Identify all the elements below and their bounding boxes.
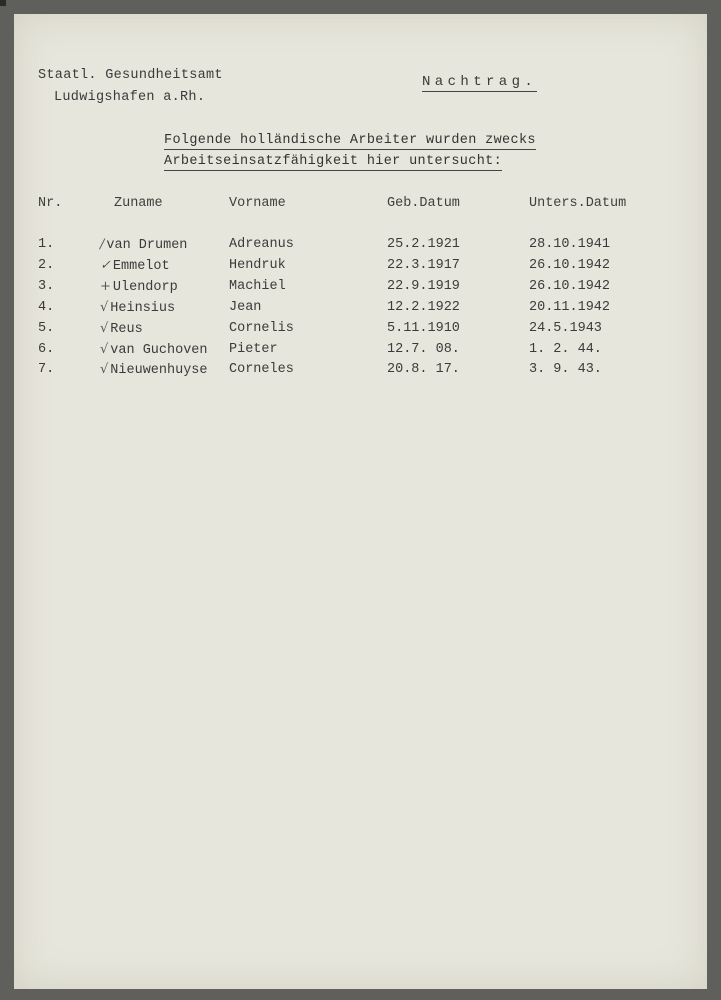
cell-unters-datum: 1. 2. 44. [529, 342, 602, 357]
column-header-geb-datum: Geb.Datum [387, 196, 460, 211]
cell-vorname: Corneles [229, 362, 294, 377]
cell-vorname: Cornelis [229, 321, 294, 336]
table-row [14, 237, 707, 257]
scan-corner [0, 0, 6, 6]
cell-geb-datum: 20.8. 17. [387, 362, 460, 377]
cell-unters-datum: 26.10.1942 [529, 279, 611, 294]
cell-nr: 7. [38, 362, 55, 377]
cell-zuname [100, 321, 143, 337]
cell-vorname: Machiel [229, 279, 286, 294]
table-row [14, 342, 707, 362]
cell-nr: 3. [38, 279, 55, 294]
cell-unters-datum: 24.5.1943 [529, 321, 602, 336]
cell-unters-datum: 3. 9. 43. [529, 362, 602, 377]
cell-geb-datum: 12.7. 08. [387, 342, 460, 357]
cell-nr: 1. [38, 237, 55, 252]
cell-zuname [100, 342, 208, 358]
table-row [14, 300, 707, 320]
cell-vorname: Hendruk [229, 258, 286, 273]
cell-zuname [100, 237, 187, 253]
check-mark: ✓ [100, 258, 111, 273]
cell-zuname [100, 300, 175, 316]
table-row [14, 362, 707, 382]
surname-text: Emmelot [112, 259, 170, 274]
cell-vorname: Jean [229, 300, 262, 315]
document-title: Nachtrag. [422, 74, 538, 90]
cell-nr: 5. [38, 321, 55, 336]
cell-nr: 2. [38, 258, 55, 273]
check-mark: √ [100, 300, 109, 315]
surname-text: van Guchoven [110, 343, 208, 358]
cell-unters-datum: 28.10.1941 [529, 237, 611, 252]
cell-geb-datum: 5.11.1910 [387, 321, 460, 336]
surname-text: Nieuwenhuyse [110, 363, 208, 378]
cell-unters-datum: 26.10.1942 [529, 258, 611, 273]
office-line-2: Ludwigshafen a.Rh. [54, 90, 206, 105]
table-row [14, 279, 707, 299]
cell-zuname [100, 362, 208, 378]
cell-geb-datum: 22.9.1919 [387, 279, 460, 294]
column-header-unters-datum: Unters.Datum [529, 196, 627, 211]
intro-line-1 [164, 133, 536, 148]
office-line-1: Staatl. Gesundheitsamt [38, 68, 223, 83]
intro-line-1-text: Folgende holländische Arbeiter wurden zwecks [164, 133, 536, 148]
surname-text: Reus [110, 322, 143, 337]
table-row [14, 321, 707, 341]
surname-text: van Drumen [106, 238, 188, 253]
intro-line-2-text: Arbeitseinsatzfähigkeit hier untersucht: [164, 154, 503, 169]
cell-nr: 4. [38, 300, 55, 315]
check-mark: / [100, 237, 105, 252]
cell-nr: 6. [38, 342, 55, 357]
cell-geb-datum: 25.2.1921 [387, 237, 460, 252]
check-mark: √ [100, 321, 109, 336]
cell-zuname [100, 258, 170, 274]
surname-text: Heinsius [110, 301, 176, 316]
cell-geb-datum: 22.3.1917 [387, 258, 460, 273]
table-row [14, 258, 707, 278]
column-header-nr: Nr. [38, 196, 63, 211]
cell-vorname: Pieter [229, 342, 278, 357]
intro-line-2 [164, 154, 502, 169]
check-mark: √ [100, 342, 109, 357]
cell-geb-datum: 12.2.1922 [387, 300, 460, 315]
column-header-zuname: Zuname [114, 196, 163, 211]
surname-text: Ulendorp [112, 280, 178, 295]
cell-vorname: Adreanus [229, 237, 294, 252]
cell-unters-datum: 20.11.1942 [529, 300, 611, 315]
check-mark: + [100, 279, 111, 294]
document-page [14, 14, 707, 989]
cell-zuname [100, 279, 178, 295]
check-mark: √ [100, 362, 109, 377]
column-header-vorname: Vorname [229, 196, 286, 211]
